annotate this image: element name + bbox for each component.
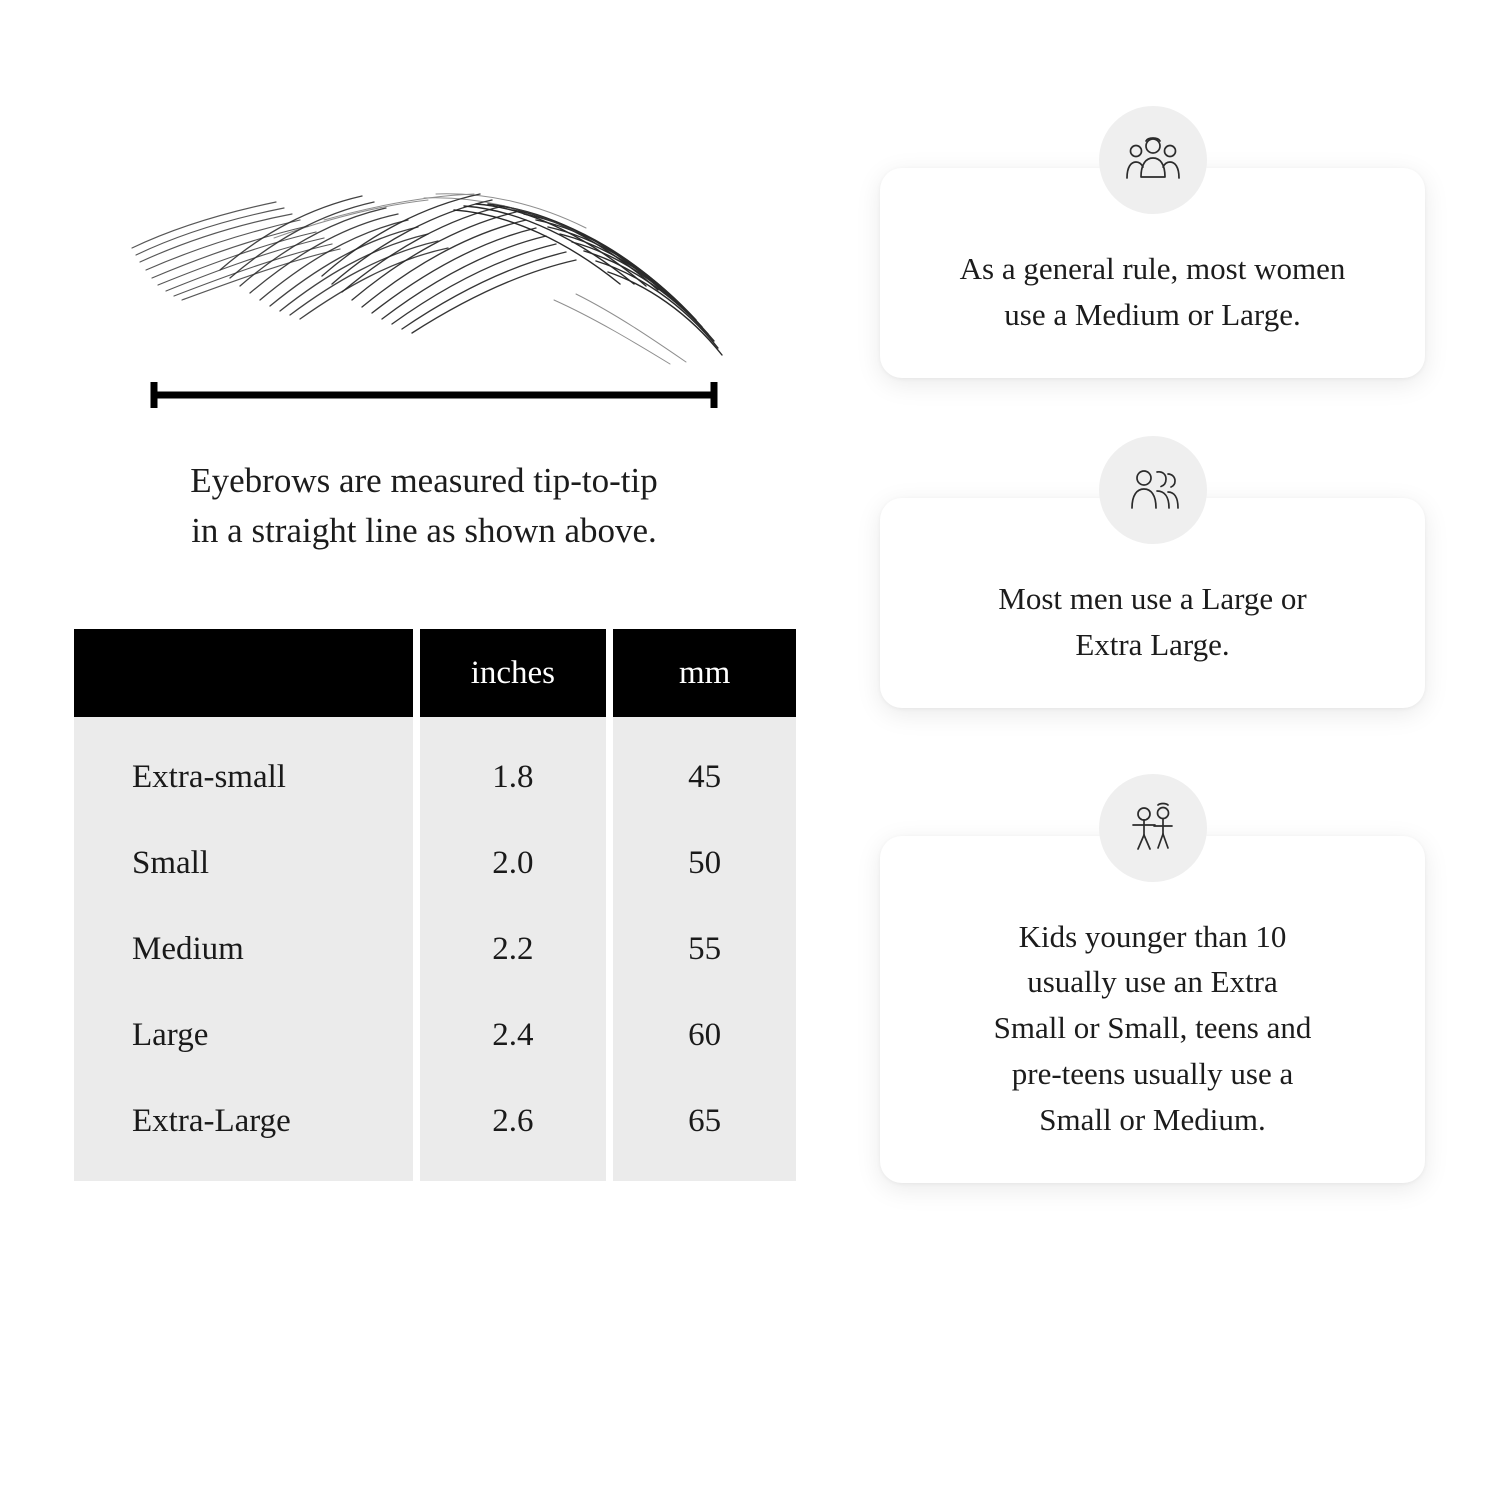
cell-mm: 50	[613, 820, 796, 906]
cell-inches: 2.6	[420, 1078, 614, 1181]
table-body	[74, 717, 796, 1181]
cell-inches: 1.8	[420, 717, 614, 820]
note-text-women	[922, 246, 1383, 338]
header-inches: inches	[420, 629, 614, 717]
table-head	[74, 629, 796, 717]
note-line-2: usually use an Extra	[1027, 964, 1278, 1000]
note-text-kids	[922, 914, 1383, 1143]
table-row	[74, 1078, 796, 1181]
cell-mm: 60	[613, 992, 796, 1078]
note-line-2: use a Medium or Large.	[1004, 296, 1301, 332]
cell-size-name: Extra-Large	[74, 1078, 420, 1181]
size-chart-table	[74, 629, 796, 1181]
cell-inches: 2.2	[420, 906, 614, 992]
table-header-row	[74, 629, 796, 717]
note-line-4: pre-teens usually use a	[1011, 1056, 1294, 1092]
note-line-1: Kids younger than 10	[1018, 918, 1287, 954]
eyebrow-illustration	[124, 150, 744, 380]
note-card-women	[880, 168, 1425, 378]
cell-mm: 45	[613, 717, 796, 820]
note-line-1: As a general rule, most women	[959, 251, 1346, 286]
cell-size-name: Extra-small	[74, 717, 420, 820]
cell-inches: 2.0	[420, 820, 614, 906]
table-row	[74, 992, 796, 1078]
note-line-5: Small or Medium.	[1039, 1102, 1266, 1137]
notes-column	[880, 168, 1425, 1183]
men-group-icon	[1099, 436, 1207, 544]
note-text-men	[922, 576, 1383, 668]
note-card-men	[880, 498, 1425, 708]
left-column	[74, 150, 804, 1181]
note-line-1: Most men use a Large or	[998, 580, 1307, 616]
cell-mm: 55	[613, 906, 796, 992]
cell-mm: 65	[613, 1078, 796, 1181]
note-line-3: Small or Small, teens and	[993, 1010, 1312, 1046]
caption-line-2: in a straight line as shown above.	[191, 510, 657, 550]
cell-size-name: Medium	[74, 906, 420, 992]
cell-size-name: Large	[74, 992, 420, 1078]
table-row	[74, 717, 796, 820]
header-mm: mm	[613, 629, 796, 717]
measurement-line	[149, 380, 719, 410]
note-line-2: Extra Large.	[1075, 626, 1230, 662]
cell-inches: 2.4	[420, 992, 614, 1078]
cell-size-name: Small	[74, 820, 420, 906]
women-group-icon	[1099, 106, 1207, 214]
caption-line-1: Eyebrows are measured tip-to-tip	[190, 461, 658, 500]
measurement-caption	[74, 456, 774, 555]
kids-icon	[1099, 774, 1207, 882]
table-row	[74, 820, 796, 906]
note-card-kids	[880, 836, 1425, 1183]
table-row	[74, 906, 796, 992]
header-size-name	[74, 629, 420, 717]
